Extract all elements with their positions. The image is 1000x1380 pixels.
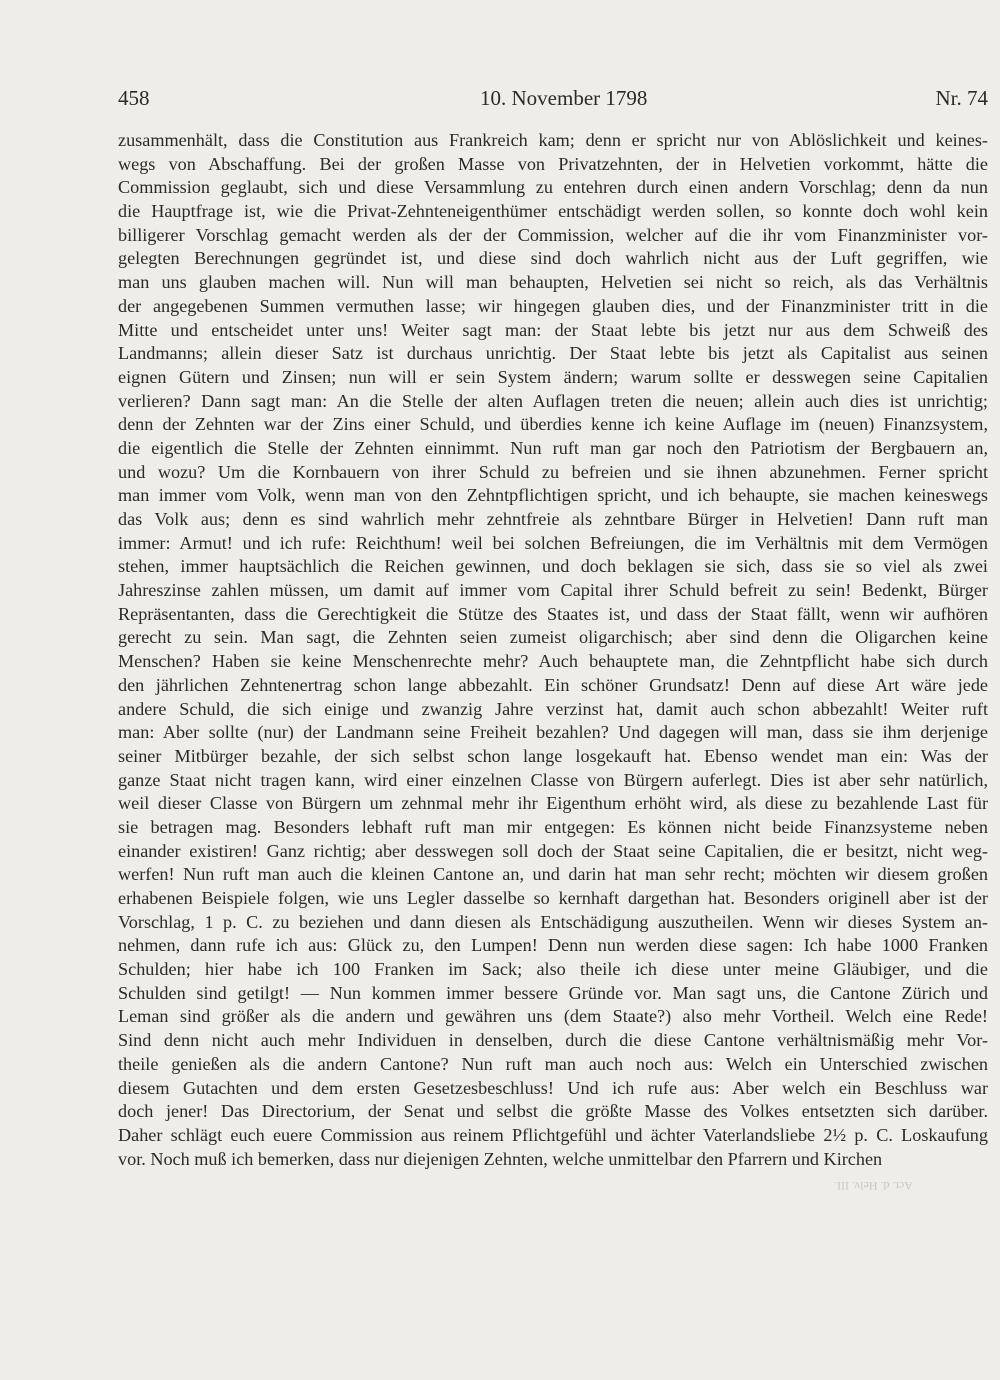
text-line: andere Schuld, die sich einige und zwanzig Jahre verzinst hat, damit auch schon abbezahlt! Weiter ruft [118, 698, 988, 719]
text-line: Schulden sind getilgt! — Nun kommen immer bessere Gründe vor. Man sagt uns, die Cantone Zürich und [118, 982, 988, 1003]
text-line: gerecht zu sein. Man sagt, die Zehnten seien zumeist oligarchisch; aber sind denn die Oligarchen keine [118, 627, 988, 648]
text-line: und wozu? Um die Kornbauern von ihrer Schuld zu befreien und sie ihnen abzunehmen. Ferner spricht [118, 461, 988, 482]
bleed-through-text: Act. d. Helv. III. [834, 1179, 913, 1193]
text-line: Mitte und entscheidet unter uns! Weiter sagt man: der Staat lebte bis jetzt nur aus dem Schweiß des [118, 319, 988, 340]
text-line: Daher schlägt euch euere Commission aus reinem Pflichtgefühl und ächter Vaterlandsliebe 2½ p. C. Loskaufung [118, 1124, 988, 1145]
text-line: immer: Armut! und ich rufe: Reichthum! weil bei solchen Befreiungen, die im Verhältnis mit dem Vermögen [118, 532, 988, 553]
text-line: stehen, immer hauptsächlich die Reichen gewinnen, und doch beklagen sie sich, dass sie so viel als zwei [118, 556, 988, 577]
running-header [118, 86, 988, 118]
text-line: diesem Gutachten und dem ersten Gesetzesbeschluss! Und ich rufe aus: Aber welch ein Beschluss war [118, 1077, 988, 1098]
text-line: verlieren? Dann sagt man: An die Stelle der alten Auflagen treten die neuen; allein auch dies ist unrichtig; [118, 390, 988, 411]
text-line: Vorschlag, 1 p. C. zu beziehen und dann diesen als Entschädigung auszutheilen. Wenn wir dieses System an- [118, 911, 988, 932]
text-line: Repräsentanten, dass die Gerechtigkeit die Stütze des Staates ist, und dass der Staat fällt, wenn wir aufhören [118, 603, 988, 624]
text-line: man uns glauben machen will. Nun will man behaupten, Helvetien sei nicht so reich, als das Verhältnis [118, 272, 988, 293]
text-line: Landmanns; allein dieser Satz ist durchaus unrichtig. Der Staat lebte bis jetzt als Capitalist aus seinen [118, 343, 988, 364]
text-line: den jährlichen Zehntenertrag schon lange abbezahlt. Ein schöner Grundsatz! Denn auf diese Art wäre jede [118, 674, 988, 695]
text-line: billigerer Vorschlag gemacht werden als der der Commission, welcher auf die ihr vom Finanzminister vor- [118, 224, 988, 245]
text-line: das Volk aus; denn es sind wahrlich mehr zehntfreie als zehntbare Bürger in Helvetien! Dann ruft man [118, 509, 988, 529]
header-date: 10. November 1798 [480, 86, 648, 110]
text-line: doch jener! Das Directorium, der Senat und selbst die größte Masse des Volkes entsetzten sich darüber. [118, 1101, 988, 1122]
text-line: erhabenen Beispiele folgen, wie uns Legler dasselbe so kernhaft dargethan hat. Besonders originell aber ist der [118, 888, 988, 908]
text-line: denn der Zehnten war der Zins einer Schuld, und überdies kenne ich keine Auflage im (neuen) Finanzsystem, [118, 414, 988, 435]
text-line: die Hauptfrage ist, wie die Privat-Zehnteneigenthümer entschädigt werden sollen, so konnte doch wohl kein [118, 201, 988, 222]
text-line: Jahreszinse zahlen müssen, um damit auf immer vom Capital ihrer Schuld befreit zu sein! Bedenkt, Bürger [118, 580, 988, 601]
text-line: Sind denn nicht auch mehr Individuen in denselben, durch die diese Cantone verhältnismäßig mehr Vor- [118, 1030, 988, 1051]
text-line: weil dieser Classe von Bürgern um zehnmal mehr ihr Eigenthum erhöht wird, als diese zu bezahlende Last für [118, 793, 988, 814]
text-line: die eigentlich die Stelle der Zehnten einnimmt. Nun ruft man gar noch den Patriotism der Bergbauern an, [118, 437, 988, 458]
text-line: man immer vom Volk, wenn man von den Zehntpflichtigen spricht, und ich behaupte, sie machen keineswegs [118, 485, 988, 506]
text-line: sie betragen mag. Besonders lebhaft ruft man mir entgegen: Es können nicht beide Finanzsysteme neben [118, 816, 988, 837]
text-line: werfen! Nun ruft man auch die kleinen Cantone an, und darin hat man sehr recht; möchten wir diesem großen [118, 864, 988, 885]
text-line: gelegten Berechnungen gegründet ist, und diese sind doch wahrlich nicht aus der Luft gegriffen, wie [118, 248, 988, 269]
body-text [118, 129, 988, 1171]
text-line: man: Aber sollte (nur) der Landmann seine Freiheit bezahlen? Und dagegen will man, dass sie ihm derjenige [118, 722, 988, 743]
text-line: eignen Gütern und Zinsen; nun will er sein System ändern; warum sollte er desswegen seine Capitalien [118, 366, 988, 387]
text-line: einander existiren! Ganz richtig; aber desswegen soll doch der Staat seine Capitalien, die er besitzt, nicht weg- [118, 840, 988, 861]
text-line: nehmen, dann rufe ich aus: Glück zu, den Lumpen! Denn nun werden diese sagen: Ich habe 1000 Franken [118, 935, 988, 956]
text-line: Schulden; hier habe ich 100 Franken im Sack; also theile ich diese unter meine Gläubiger, und die [118, 959, 988, 980]
text-line: seiner Mitbürger bezahle, der sich selbst schon lange losgekauft hat. Ebenso wendet man ein: Was der [118, 745, 988, 766]
text-line: zusammenhält, dass die Constitution aus Frankreich kam; denn er spricht nur von Ablöslichkeit und keines- [118, 130, 988, 150]
text-line: theile genießen als die andern Cantone? Nun ruft man auch noch aus: Welch ein Unterschied zwischen [118, 1053, 988, 1074]
text-line: Commission geglaubt, sich und diese Versammlung zu entehren durch einen andern Vorschlag; denn da nun [118, 177, 988, 198]
text-line: Menschen? Haben sie keine Menschenrechte mehr? Auch behauptete man, die Zehntpflicht habe sich durch [118, 651, 988, 672]
text-line: der angegebenen Summen vermuthen lasse; wir hingegen glauben dies, und der Finanzminister tritt in die [118, 295, 988, 316]
text-line: Leman sind größer als die andern und gewähren uns (dem Staate?) also mehr Vortheil. Welch eine Rede! [118, 1006, 988, 1027]
text-line: vor. Noch muß ich bemerken, dass nur diejenigen Zehnten, welche unmittelbar den Pfarrern und Kirchen [118, 1148, 883, 1169]
text-line: wegs von Abschaffung. Bei der großen Masse von Privatzehnten, der in Helvetien vorkommt, hätte die [118, 153, 988, 174]
text-line: ganze Staat nicht tragen kann, wird einer einzelnen Classe von Bürgern auferlegt. Dies ist aber sehr natürlich, [118, 769, 988, 790]
issue-number: Nr. 74 [935, 86, 988, 110]
page-number: 458 [118, 86, 150, 110]
